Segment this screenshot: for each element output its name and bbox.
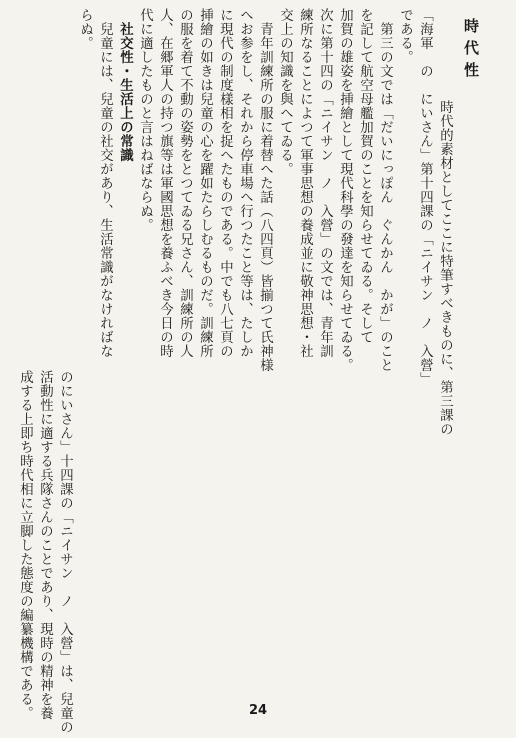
text-column: 加賀の雄姿を挿繪として現代科學の發達を知らせてゐる。: [337, 8, 353, 372]
text-column: 兒童には、兒童の社交があり、生活常識がなければな: [97, 22, 113, 358]
text-column: 交上の知識を與へてゐる。: [277, 8, 293, 176]
text-column: らぬ。: [77, 8, 93, 50]
text-column: に現代の制度樣相を捉へたものである。中でも八七頁の: [217, 8, 233, 358]
subheading-social-life: 社交性・生活上の常識: [117, 22, 134, 162]
text-column: 代に適したものと言はねばならぬ。: [137, 8, 153, 232]
text-column: 青年訓練所の服に着替へた話（八四頁）皆揃つて氏神様: [257, 22, 273, 372]
text-column: のにいさん」十四課の「ニイサン ノ 入營」は、兒童の: [57, 370, 73, 734]
text-column: 第三の文では「だいにっぽん ぐんかん かが」のこと: [377, 22, 393, 372]
text-column: 挿繪の如きは兒童の心を躍如たらしむるものだ。訓練所: [197, 8, 213, 358]
page-number: 24: [248, 703, 268, 718]
text-column: 活動性に適する兵隊さんのことであり、現時の精神を養: [37, 370, 53, 720]
text-column: へお参をし、それから停車場へ行つたこと等は、たしか: [237, 8, 253, 358]
text-column: 練所なることによつて軍事思想の養成並に敬神思想・社: [297, 8, 313, 358]
text-column: 時代的素材としてここに特筆すべきものに、第三課の: [437, 100, 453, 436]
text-column: 次に第十四の「ニイサン ノ 入營」の文では、青年訓: [317, 8, 333, 358]
text-column: の服を着て不動の姿勢をとつてゐる兄さん、訓練所の人: [177, 8, 193, 358]
text-column: 人、在郷軍人の持つ旗等は軍國思想を養ふべき今日の時: [157, 8, 173, 358]
text-column: 「海軍 の にいさん」第十四課の「ニイサン ノ 入營」: [417, 8, 433, 386]
text-column: 成する上即ち時代相に立脚した態度の編纂機構である。: [17, 370, 33, 720]
text-column: である。: [397, 8, 413, 64]
section-heading-era: 時代性: [462, 18, 480, 84]
text-column: を記して航空母艦加賀のことを知らせてゐる。そして: [357, 8, 373, 344]
